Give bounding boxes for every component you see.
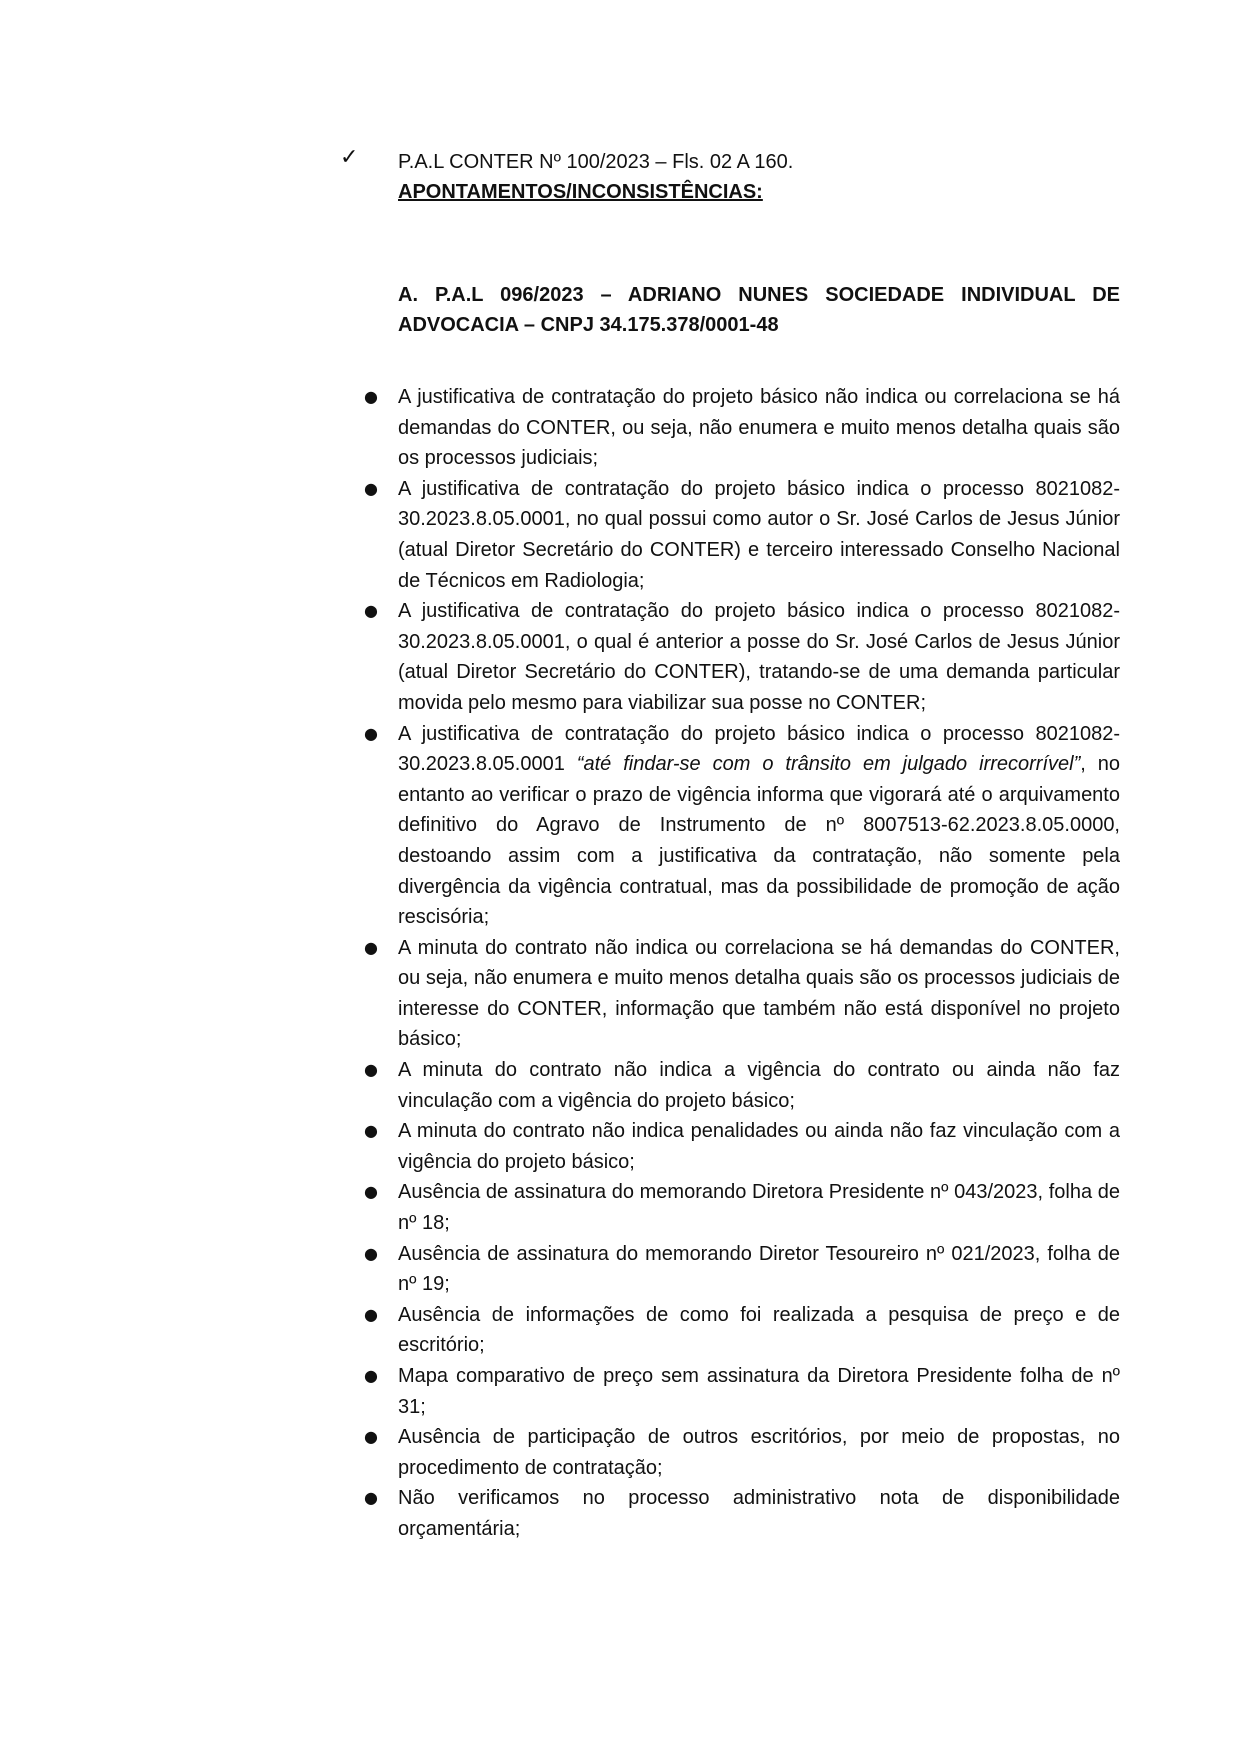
- issue-text: Mapa comparativo de preço sem assinatura da Diretora Presidente folha de nº 31;: [398, 1365, 1120, 1418]
- process-reference: P.A.L CONTER Nº 100/2023 – Fls. 02 A 160.: [398, 151, 794, 173]
- list-item: [364, 1483, 1120, 1544]
- issue-text: Ausência de assinatura do memorando Diretora Presidente nº 043/2023, folha de nº 18;: [398, 1181, 1120, 1235]
- bullet-icon: ●: [364, 387, 378, 406]
- document-header: [398, 147, 1120, 207]
- bullet-icon: ●: [364, 723, 378, 743]
- subsection-title: A. P.A.L 096/2023 – ADRIANO NUNES SOCIEDADE INDIVIDUAL DE ADVOCACIA – CNPJ 34.175.378/0001-48: [398, 284, 1120, 336]
- section-heading: APONTAMENTOS/INCONSISTÊNCIAS:: [398, 181, 763, 203]
- issue-text: Não verificamos no processo administrativo nota de disponibilidade orçamentária;: [398, 1487, 1120, 1540]
- bullet-icon: ●: [364, 1060, 378, 1080]
- issue-text: A justificativa de contratação do projeto básico indica o processo 8021082-30.2023.8.05.0001, no qual possui como autor o Sr. José Carlos de Jesus Júnior (atual Diretor Secretário do CONTER) e terceiro interessado Conselho Nacional de Técnicos em Radiologia;: [398, 477, 1120, 592]
- issue-text: A minuta do contrato não indica a vigência do contrato ou ainda não faz vinculação com a vigência do projeto básico;: [398, 1059, 1120, 1112]
- bullet-icon: ●: [364, 1366, 378, 1385]
- list-item: [364, 474, 1120, 596]
- list-item: [364, 1055, 1120, 1116]
- list-item: [364, 1116, 1120, 1177]
- issue-text: A minuta do contrato não indica penalidades ou ainda não faz vinculação com a vigência do projeto básico;: [398, 1120, 1120, 1173]
- list-item: [364, 1300, 1120, 1361]
- bullet-icon: ●: [364, 601, 378, 621]
- bullet-icon: ●: [364, 1427, 378, 1447]
- bullet-icon: ●: [364, 937, 378, 957]
- issue-text: A justificativa de contratação do projeto básico indica o processo 8021082-30.2023.8.05.0001, o qual é anterior a posse do Sr. José Carlos de Jesus Júnior (atual Diretor Secretário do CONTER), tratando-se de uma demanda particular movida pelo mesmo para viabilizar sua posse no CONTER;: [398, 600, 1120, 714]
- list-item: [364, 596, 1120, 718]
- issue-text-start: A justificativa de contratação do projeto básico indica o processo 8021082-30.2023.8.05.0001: [398, 722, 1120, 776]
- list-item: [364, 1422, 1120, 1483]
- issue-text: Ausência de participação de outros escritórios, por meio de propostas, no procedimento de contratação;: [398, 1426, 1120, 1479]
- issues-list: [364, 382, 1121, 1545]
- list-item: [364, 382, 1120, 474]
- bullet-icon: ●: [364, 1121, 378, 1141]
- list-item: [364, 719, 1121, 933]
- bullet-icon: ●: [364, 1488, 378, 1508]
- issue-text: A justificativa de contratação do projeto básico não indica ou correlaciona se há demandas do CONTER, ou seja, não enumera e muito menos detalha quais são os processos judiciais;: [398, 386, 1120, 470]
- issue-text-quote: “até findar-se com o trânsito em julgado irrecorrível”: [576, 753, 1081, 776]
- issue-text: A minuta do contrato não indica ou correlaciona se há demandas do CONTER, ou seja, não enumera e muito menos detalha quais são os processos judiciais de interesse do CONTER, informação que também não está disponível no projeto básico;: [398, 936, 1120, 1051]
- issue-text: Ausência de informações de como foi realizada a pesquisa de preço e de escritório;: [398, 1303, 1120, 1357]
- list-item: [364, 1361, 1120, 1422]
- issue-text-end: , no entanto ao verificar o prazo de vigência informa que vigorará até o arquivamento definitivo do Agravo de Instrumento de nº 8007513-62.2023.8.05.0000, destoando assim com a justificativa da contratação, não somente pela divergência da vigência contratual, mas da possibilidade de promoção de ação rescisória;: [398, 753, 1121, 929]
- list-item: [364, 1239, 1120, 1300]
- bullet-icon: ●: [364, 1182, 378, 1202]
- list-item: [364, 933, 1120, 1055]
- issue-text: Ausência de assinatura do memorando Diretor Tesoureiro nº 021/2023, folha de nº 19;: [398, 1242, 1120, 1296]
- bullet-icon: ●: [364, 1243, 378, 1263]
- bullet-icon: ●: [364, 1304, 378, 1324]
- bullet-icon: ●: [364, 478, 378, 498]
- list-item: [364, 1177, 1120, 1238]
- checkmark-icon: ✓: [340, 145, 359, 170]
